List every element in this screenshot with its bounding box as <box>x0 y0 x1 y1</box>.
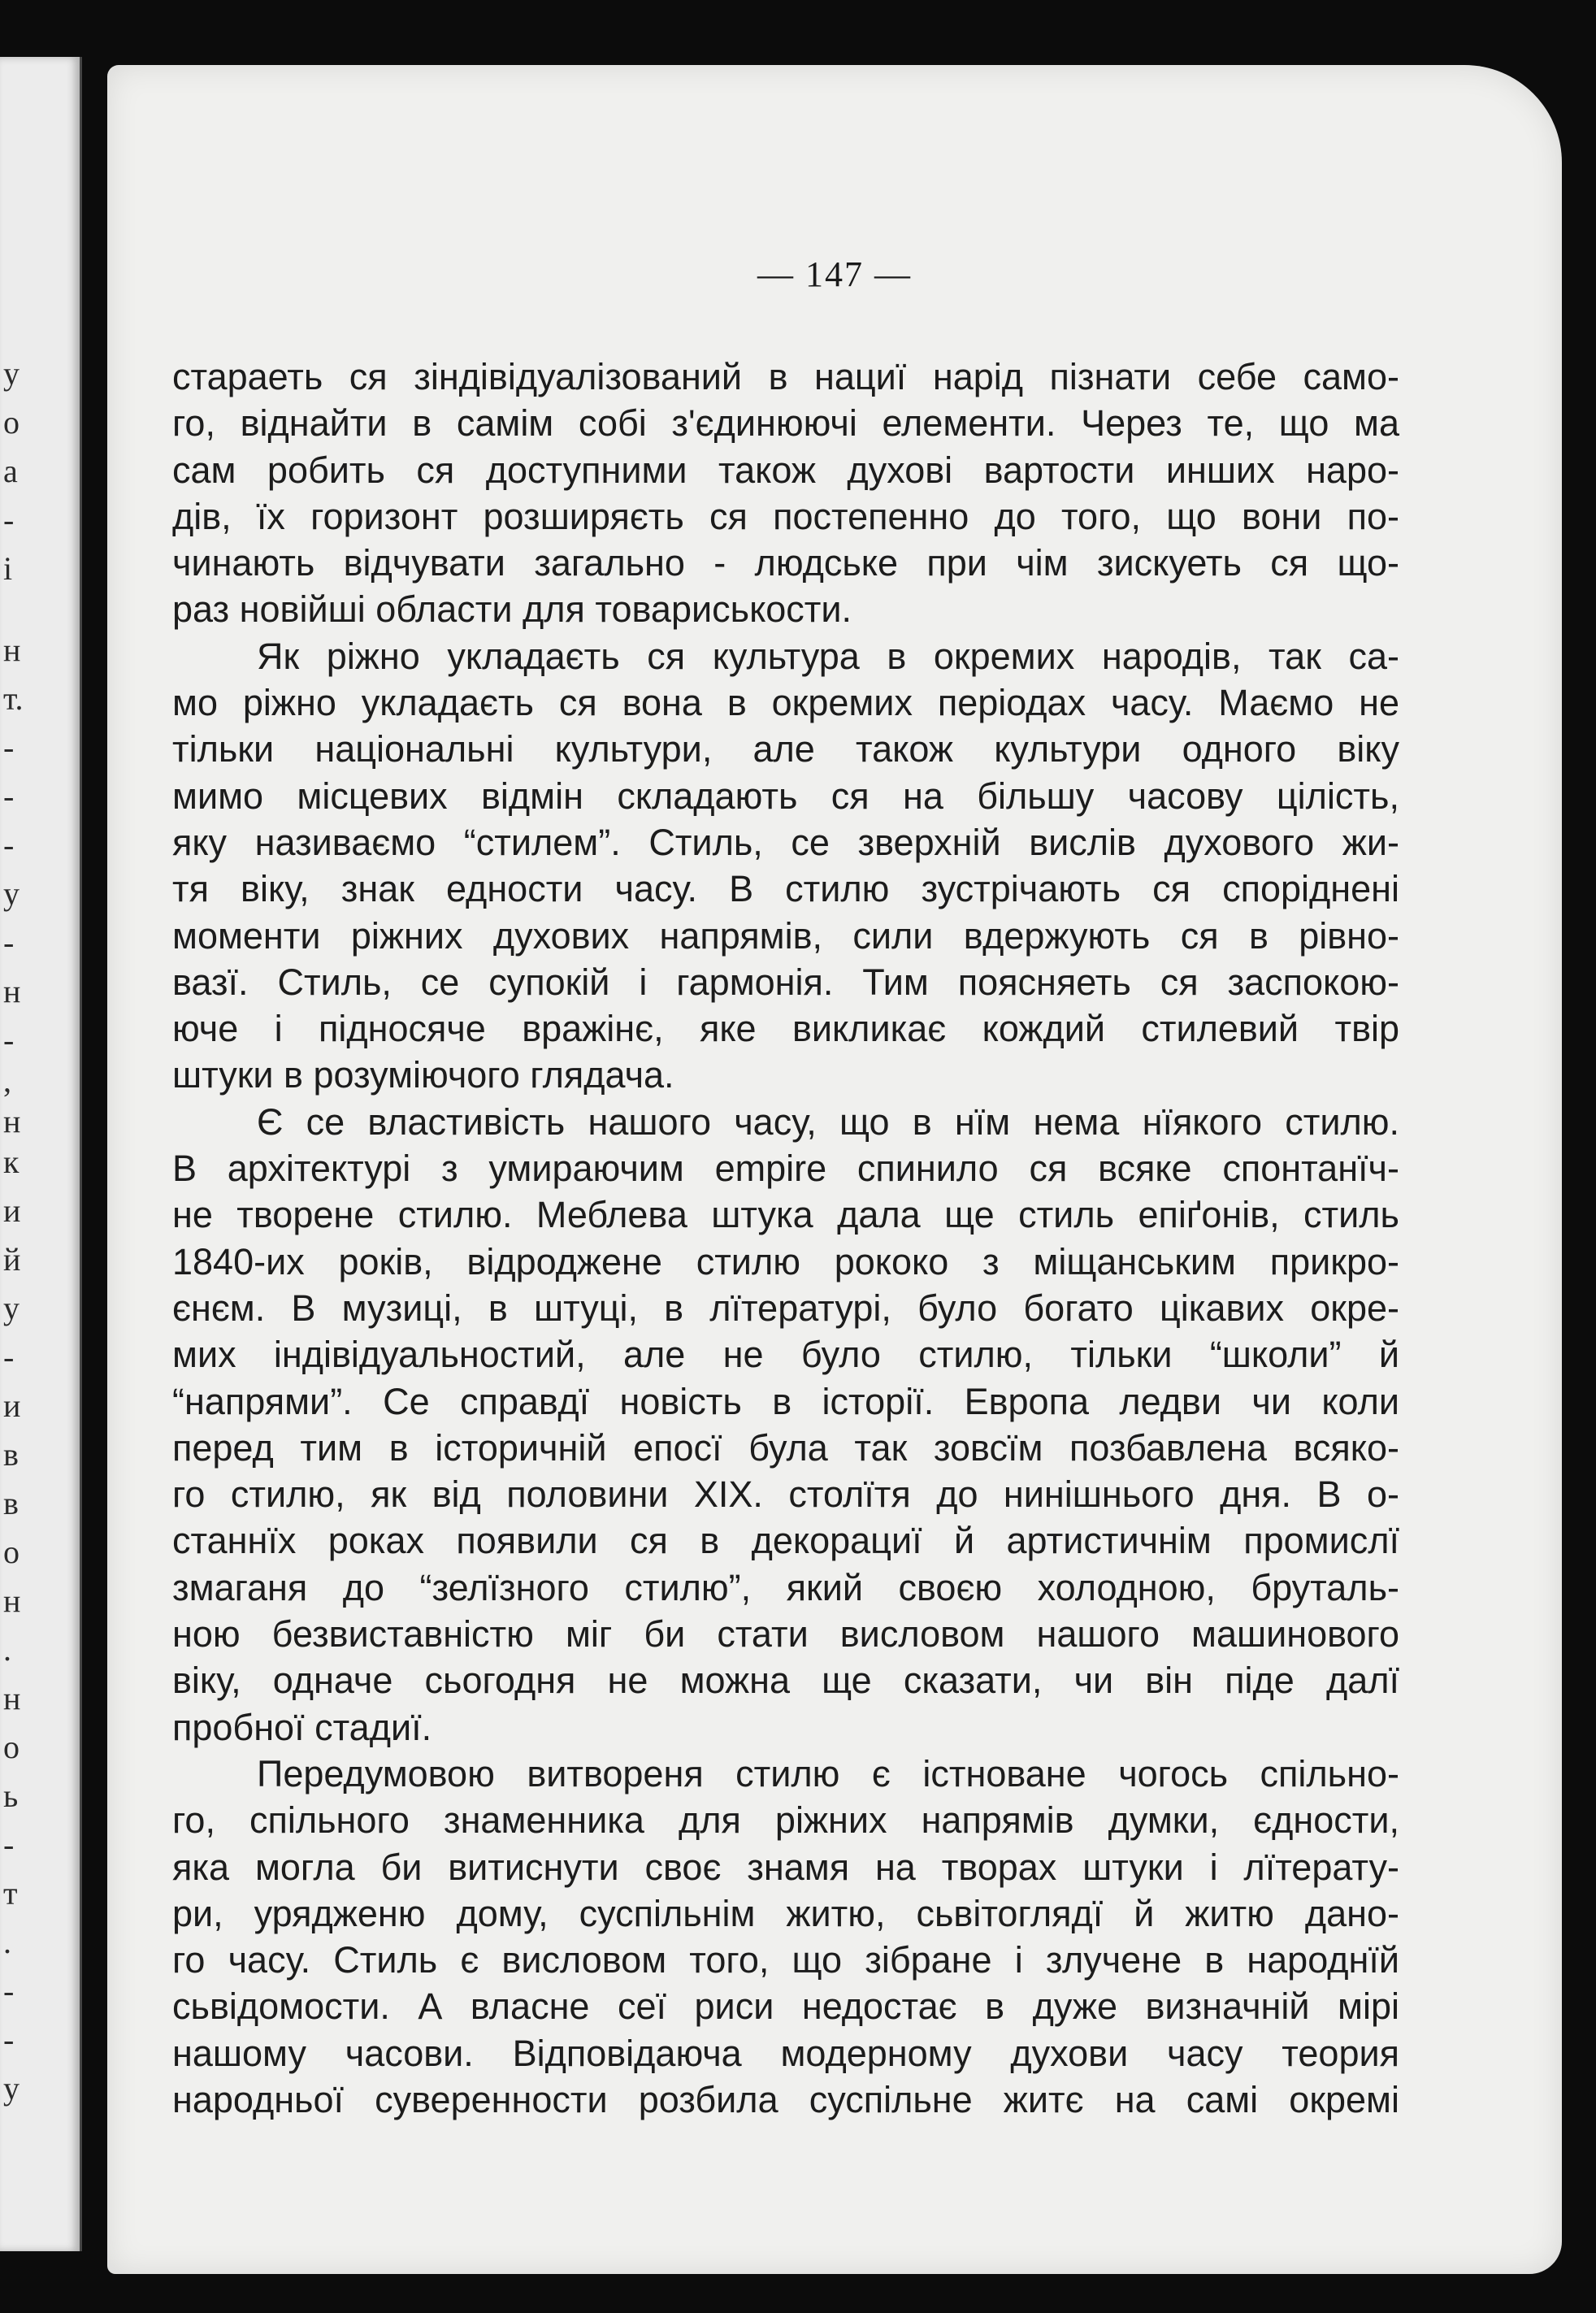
previous-page-fragment: к <box>3 1143 20 1180</box>
previous-page-fragment: у <box>3 355 20 392</box>
paragraph <box>172 354 1399 633</box>
page-number: — 147 — <box>757 254 912 294</box>
text-line: станнїх роках появили ся в декорациї й артистичнім промислї <box>172 1520 1399 1562</box>
previous-page-fragment: й <box>3 1241 21 1278</box>
previous-page-fragment: и <box>3 1387 21 1424</box>
previous-page-fragment: ь <box>3 1777 19 1814</box>
paragraph <box>172 1099 1399 1751</box>
previous-page-fragment: а <box>3 453 18 489</box>
text-line: вазї. Стиль, се супокій і гармонія. Тим поясняеть ся заспокою- <box>172 961 1399 1003</box>
previous-page-fragment: - <box>3 1972 15 2009</box>
text-line: моменти ріжних духових напрямів, сили вдержують ся в рівно- <box>172 914 1399 957</box>
previous-page-fragment: о <box>3 1534 20 1570</box>
previous-page-fragment: - <box>3 501 15 538</box>
text-line: змаганя до “зелїзного стилю”, який своєю холодною, бруталь- <box>172 1566 1399 1608</box>
text-line: юче і підносяче вражінє, яке викликає кождий стилевий твір <box>172 1008 1399 1050</box>
text-line: пробної стадиї. <box>172 1706 432 1748</box>
previous-page-fragment: н <box>3 1680 21 1716</box>
previous-page-fragment: - <box>3 1826 15 1863</box>
previous-page-fragment: т <box>3 1875 18 1912</box>
previous-page-fragment: у <box>3 1290 20 1326</box>
text-line: віку, одначе сьогодня не можна ще сказати, чи він піде далї <box>172 1660 1399 1702</box>
previous-page-fragment: в <box>3 1436 19 1473</box>
text-line: яка могла би витиснути своє знамя на творах штуки і лїтерату- <box>172 1846 1399 1888</box>
previous-page-fragment: - <box>3 778 15 814</box>
previous-page-fragment: - <box>3 729 15 766</box>
text-line: мимо місцевих відмін складають ся на більшу часову цілість, <box>172 775 1399 817</box>
previous-page-fragment: и <box>3 1192 21 1229</box>
text-line: 1840-их років, відроджене стилю рококо з міщанським прикро- <box>172 1240 1399 1282</box>
text-line: Як ріжно укладаєть ся культура в окремих народів, так са- <box>257 635 1399 677</box>
text-line: перед тим в історичній епосї була так зовсїм позбавлена всяко- <box>172 1426 1399 1469</box>
text-line: Є се властивість нашого часу, що в нїм нема нїякого стилю. <box>257 1100 1399 1143</box>
text-line: тільки національні культури, але також культури одного віку <box>172 728 1399 770</box>
previous-page-fragment: н <box>3 631 21 668</box>
text-line: В архітектурі з умираючим empire спинило ся всяке спонтанїч- <box>172 1148 1399 1190</box>
text-line: го, віднайти в самім собі з'єдинюючі елементи. Через те, що ма <box>172 402 1399 445</box>
text-line: дів, їх горизонт розширяєть ся постепенно до того, що вони по- <box>172 495 1399 537</box>
text-line: раз новійші области для товариськости. <box>172 588 852 631</box>
text-line: не творене стилю. Меблева штука дала ще стиль епіґонів, стиль <box>172 1194 1399 1236</box>
text-line: народньої суверенности розбила суспільне житє на самі окремі <box>172 2078 1399 2120</box>
previous-page-fragment: - <box>3 827 15 863</box>
text-line: нашому часови. Відповідаюча модерному духови часу теория <box>172 2032 1399 2074</box>
text-line: сьвідомости. А власне сеї риси недостає в дуже визначній мірі <box>172 1985 1399 2028</box>
previous-page-fragment: - <box>3 924 15 961</box>
text-line: мих індівідуальностий, але не було стилю, тільки “школи” й <box>172 1334 1399 1376</box>
text-line: стараеть ся зіндівідуалізований в нациї нарід пізнати себе само- <box>172 356 1399 397</box>
text-line: Передумовою витвореня стилю є істноване чогось спільно- <box>257 1752 1399 1794</box>
previous-page-fragment: . <box>3 1924 11 1960</box>
previous-page-fragment: н <box>3 1582 21 1619</box>
text-line: ри, урядженю дому, суспільнім житю, сьвітоглядї й житю дано- <box>172 1892 1399 1934</box>
previous-page-fragment: о <box>3 1729 20 1765</box>
previous-page-fragment: н <box>3 973 21 1009</box>
paragraph <box>172 1751 1399 2123</box>
previous-page-fragment: у <box>3 875 20 912</box>
previous-page-fragment: . <box>3 1631 11 1668</box>
previous-page-fragment: т. <box>3 680 24 717</box>
previous-page-fragment: , <box>3 1062 11 1099</box>
previous-page-edge <box>0 57 82 2251</box>
text-line: штуки в розуміючого глядача. <box>172 1054 674 1096</box>
text-line: сам робить ся доступними також духові вартости инших наро- <box>172 449 1399 491</box>
text-line: “напрями”. Се справдї новість в історії. Европа ледви чи коли <box>172 1380 1399 1422</box>
previous-page-fragment: - <box>3 2021 15 2058</box>
text-line: тя віку, знак едности часу. В стилю зустрічають ся споріднені <box>172 868 1399 910</box>
previous-page-fragment: н <box>3 1103 21 1139</box>
text-line: го, спільного знаменника для ріжних напрямів думки, єдности, <box>172 1799 1399 1842</box>
text-line: го стилю, як від половини XIX. столїтя до нинішнього дня. В о- <box>172 1473 1399 1516</box>
previous-page-fragment: о <box>3 404 20 440</box>
paragraph <box>172 633 1399 1099</box>
text-line: яку називаємо “стилем”. Стиль, се зверхній вислів духового жи- <box>172 821 1399 863</box>
text-line: мо ріжно укладаєть ся вона в окремих періодах часу. Маємо не <box>172 682 1399 724</box>
previous-page-fragment: в <box>3 1485 19 1521</box>
previous-page-fragment: - <box>3 1022 15 1058</box>
text-line: ною безвиставністю міг би стати висловом нашого машинового <box>172 1613 1399 1656</box>
page-text <box>172 354 1399 2123</box>
book-page <box>107 65 1562 2274</box>
text-line: го часу. Стиль є висловом того, що зібране і злучене в народнїй <box>172 1939 1399 1981</box>
text-line: чинають відчувати загально - людське при чім зискуеть ся що- <box>172 542 1399 584</box>
previous-page-fragment: у <box>3 2070 20 2107</box>
previous-page-fragment: - <box>3 1339 15 1375</box>
previous-page-fragment: і <box>3 550 13 587</box>
text-line: єнєм. В музиці, в штуці, в лїтературі, було богато цікавих окре- <box>172 1287 1399 1329</box>
